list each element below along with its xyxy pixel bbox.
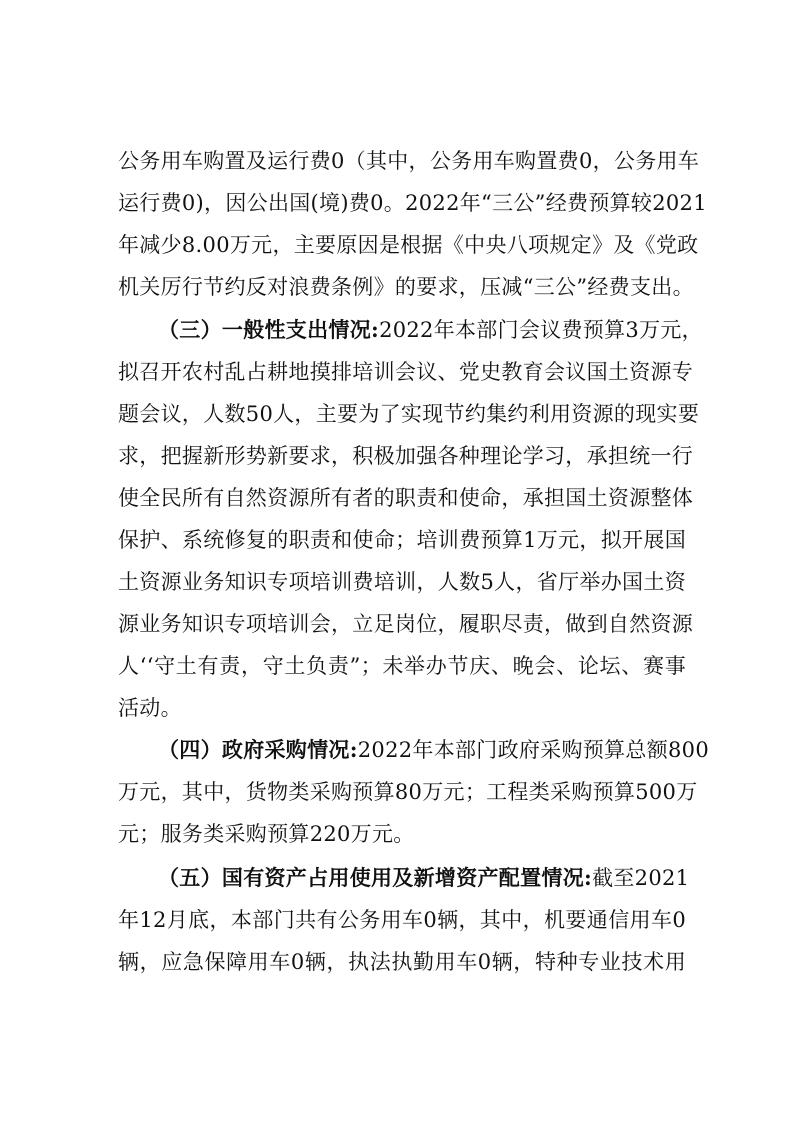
paragraph-first-line bbox=[158, 729, 709, 771]
paragraph-line: 运行费0)，因公出国(境)费0。2022年“三公”经费预算较2021 bbox=[118, 191, 707, 215]
paragraph-line: 题会议，人数50人，主要为了实现节约集约利用资源的现实要 bbox=[118, 402, 700, 426]
paragraph-line: 求，把握新形势新要求，积极加强各种理论学习，承担统一行 bbox=[118, 444, 694, 468]
paragraph-line: 拟召开农村乱占耕地摸排培训会议、党史教育会议国土资源专 bbox=[118, 360, 694, 384]
paragraph-line: 源业务知识专项培训会，立足岗位，履职尽责，做到自然资源 bbox=[118, 612, 694, 636]
paragraph-text: 截至2021 bbox=[592, 866, 690, 890]
paragraph-line: 元；服务类采购预算220万元。 bbox=[118, 822, 415, 846]
paragraph-text: 2022年本部门政府采购预算总额800 bbox=[357, 738, 709, 762]
paragraph-first-line bbox=[158, 309, 703, 351]
paragraph-line: 年12月底，本部门共有公务用车0辆，其中，机要通信用车0 bbox=[118, 908, 686, 932]
paragraph-line: 活动。 bbox=[118, 696, 182, 720]
paragraph-first-line bbox=[158, 857, 690, 899]
paragraph-line: 公务用车购置及运行费0（其中，公务用车购置费0，公务用车 bbox=[118, 149, 700, 173]
paragraph-line: 机关厉行节约反对浪费条例》的要求，压减“三公”经费支出。 bbox=[118, 275, 694, 299]
section-heading: （四）政府采购情况: bbox=[158, 737, 358, 762]
paragraph-line: 年减少8.00万元，主要原因是根据《中央八项规定》及《党政 bbox=[118, 233, 699, 257]
paragraph-line: 辆，应急保障用车0辆，执法执勤用车0辆，特种专业技术用 bbox=[118, 950, 686, 974]
paragraph-line: 保护、系统修复的职责和使命；培训费预算1万元，拟开展国 bbox=[118, 528, 686, 552]
section-heading: （三）一般性支出情况: bbox=[158, 317, 380, 342]
paragraph-line: 人‘‘守土有责，守土负责”；未举办节庆、晚会、论坛、赛事 bbox=[118, 654, 686, 678]
paragraph-line: 使全民所有自然资源所有者的职责和使命，承担国土资源整体 bbox=[118, 486, 694, 510]
section-heading: （五）国有资产占用使用及新增资产配置情况: bbox=[158, 865, 593, 890]
paragraph-text: 2022年本部门会议费预算3万元， bbox=[379, 318, 703, 342]
paragraph-line: 土资源业务知识专项培训费培训，人数5人，省厅举办国土资 bbox=[118, 570, 686, 594]
paragraph-line: 万元，其中，货物类采购预算80万元；工程类采购预算500万 bbox=[118, 780, 698, 804]
